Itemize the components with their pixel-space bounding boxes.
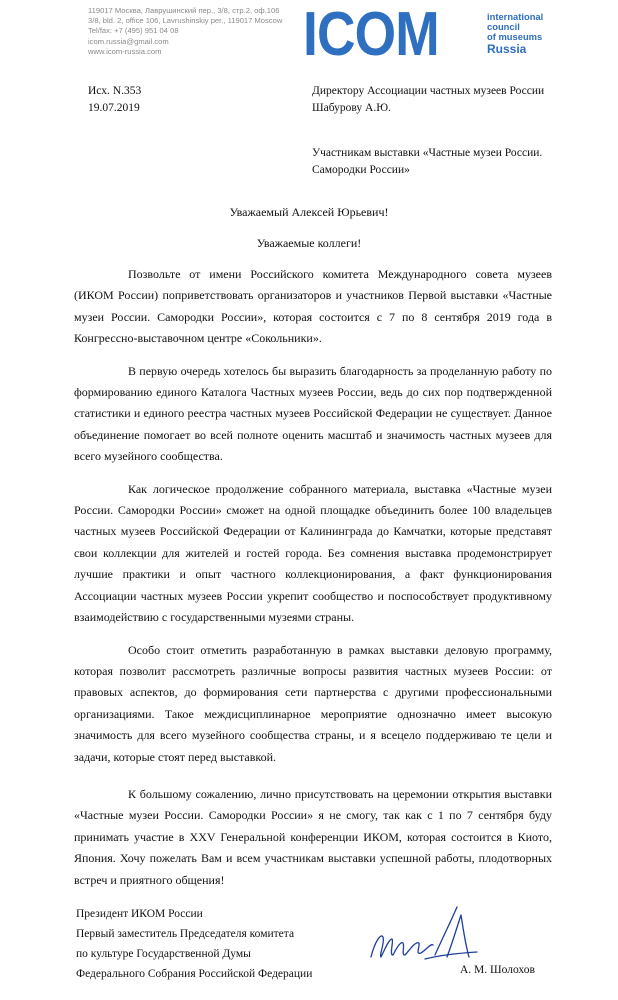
logo-sub-line: council: [487, 21, 520, 32]
body-paragraph: К большому сожалению, лично присутствовать на церемонии открытия выставки «Частные музеи России. Самородки России» я не смогу, так как с 1 по 7 сентября буду принимать участие в XXV Генеральной конференции ИКОМ, которая состоится в Киото, Япония. Хочу пожелать Вам и всем участникам выставки успешной работы, плодотворных встреч и приятного общения!: [74, 786, 552, 887]
address-line: Tel/fax: +7 (495) 951 04 08: [88, 26, 179, 36]
address-line: 119017 Москва, Лаврушинский пер., 3/8, стр.2, оф.106: [88, 6, 280, 15]
logo-sub-line: Russia: [487, 42, 527, 56]
handwritten-signature-icon: [365, 897, 485, 973]
signatory-title-line: по культуре Государственной Думы: [76, 948, 251, 960]
salutation-colleagues: Уважаемые коллеги!: [256, 236, 362, 250]
recipient-line: Участникам выставки «Частные музеи России.: [312, 147, 543, 159]
body-paragraph: Как логическое продолжение собранного материала, выставка «Частные музеи России. Самородки России» сможет на одной площадке объединить более 100 владельцев частных музеев Российской Федерации от Калининграда до Камчатки, которые представят свои коллекции для жителей и гостей города. Без сомнения выставка продемонстрирует лучшие практики и опыт частного коллекционирования, а факт функционирования Ассоциации частных музеев России укрепит сообщество и поспособствует продуктивному взаимодействию с государственными музеями страны.: [74, 481, 552, 625]
ref-number: Исх. N.353: [88, 85, 142, 97]
logo-sub-line: of museums: [487, 31, 543, 42]
ref-date: 19.07.2019: [88, 102, 140, 114]
recipient-block: [312, 83, 602, 179]
salutation-personal: Уважаемый Алексей Юрьевич!: [229, 205, 389, 219]
letter-body: [74, 264, 552, 902]
icom-logo: [303, 0, 544, 69]
body-paragraph: Позвольте от имени Российского комитета Международного совета музеев (ИКОМ России) поприветствовать организаторов и участников Первой выставки «Частные музеи России. Самородки России», которая состоится с 7 по 8 сентября 2019 года в Конгрессно-выставочном центре «Сокольники».: [74, 267, 552, 346]
address-line: www.icom-russia.com: [88, 46, 162, 56]
recipient-line: Шабурову А.Ю.: [312, 102, 391, 114]
address-line: 3/8, bld. 2, office 106, Lavrushinskiy per., 119017 Moscow: [88, 16, 283, 26]
signatory-titles: [76, 904, 312, 984]
signatory-title-line: Первый заместитель Председателя комитета: [76, 928, 295, 940]
recipient-line: Директору Ассоциации частных музеев России: [312, 85, 545, 97]
sender-address: [88, 6, 282, 57]
recipient-line: Самородки России»: [312, 164, 410, 176]
outgoing-reference: [88, 83, 141, 117]
signatory-title-line: Президент ИКОМ России: [76, 908, 203, 920]
logo-subtitle: [487, 12, 543, 56]
address-line: icom.russia@gmail.com: [88, 36, 169, 46]
body-paragraph: В первую очередь хотелось бы выразить благодарность за проделанную работу по формированию единого Каталога Частных музеев России, ведь до сих пор подтвержденной статистики и единого реестра частных музеев Российской Федерации не существует. Данное объединение помогает во всей полноте оценить масштаб и значимость частных музеев для всего музейного сообщества.: [74, 363, 552, 464]
signatory-title-line: Федерального Собрания Российской Федерации: [76, 968, 313, 980]
signatory-name: А. М. Шолохов: [460, 964, 535, 976]
body-paragraph: Особо стоит отметить разработанную в рамках выставки деловую программу, которая позволит рассмотреть различные вопросы развития частных музеев России: от правовых аспектов, до формирования сети партнерства с другими профессиональными организациями. Такое междисциплинарное мероприятие однозначно имеет высокую значимость для всего музейного сообщества страны, и я всецело поддерживаю те цели и задачи, которые стоят перед выставкой.: [74, 642, 552, 764]
logo-sub-line: international: [487, 11, 544, 22]
logo-wordmark: ICOM: [303, 0, 439, 69]
